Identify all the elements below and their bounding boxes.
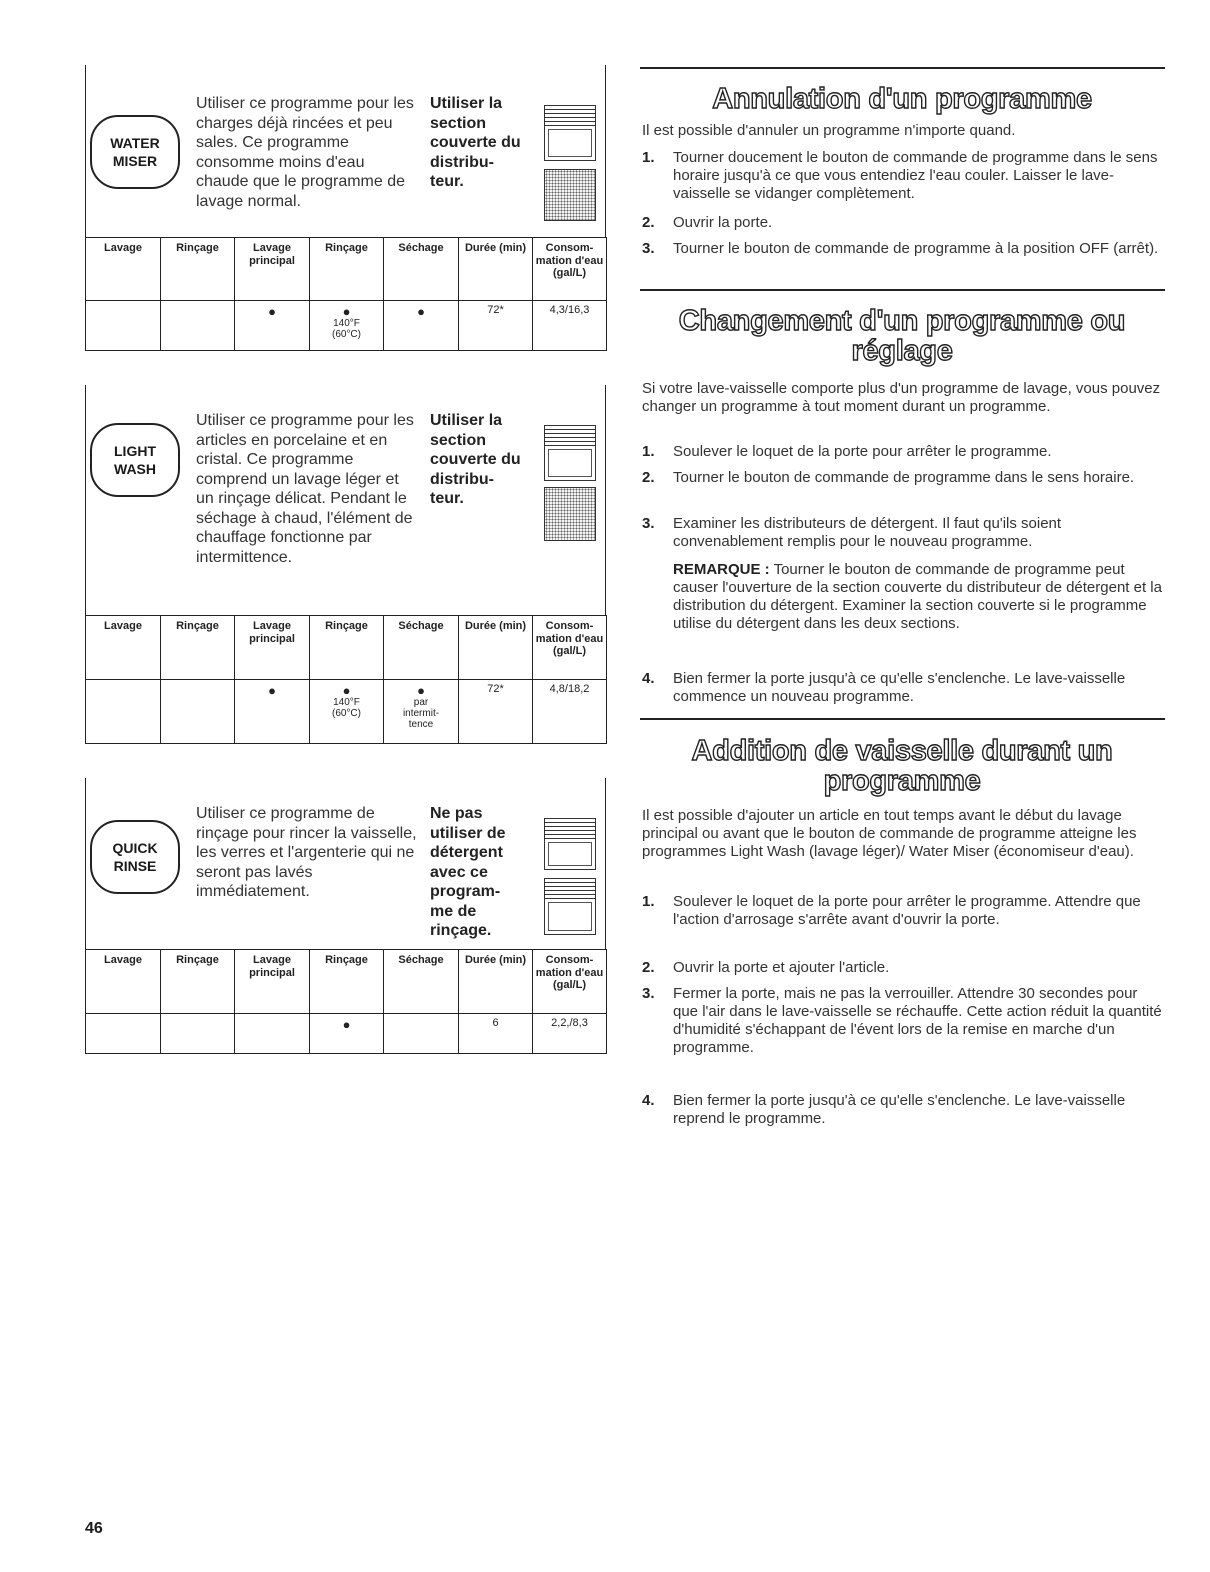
table-cell-water: [533, 301, 607, 351]
list-item: [642, 1092, 1164, 1128]
col-header-rinse: Rinçage: [310, 616, 384, 680]
water-value: 4,3/16,3: [549, 304, 590, 316]
water-value: 2,2,/8,3: [551, 1017, 588, 1029]
step-number: 1.: [642, 149, 655, 166]
section-title-cancel: Annulation d'un programme: [712, 83, 1092, 115]
list-item: [642, 443, 1164, 461]
list-item: [642, 670, 1164, 706]
col-header-rinse: Rinçage: [310, 950, 384, 1014]
cycle-table: [85, 949, 607, 1054]
dispenser-covered-icon: [544, 425, 596, 447]
step-text: Examiner les distributeurs de détergent. Il faut qu'ils soient convenablement remplis pour le nouveau programme.: [673, 515, 1062, 550]
section-divider: [640, 289, 1165, 291]
cycle-block-light-wash: [85, 385, 606, 745]
cycle-badge-water-miser: WATER MISER: [90, 115, 180, 189]
step-number: 2.: [642, 214, 655, 231]
step-dot: ●: [417, 683, 425, 698]
table-cell: [161, 301, 235, 351]
col-header-duration: Durée (min): [459, 616, 533, 680]
table-cell: [161, 1014, 235, 1054]
table-cell: [161, 680, 235, 744]
duration-value: 72*: [487, 683, 504, 695]
dispenser-cup-icon: [544, 125, 596, 161]
list-item: [642, 959, 1164, 977]
dispenser-covered-icon: [544, 818, 596, 840]
list-item: [642, 214, 1164, 232]
table-cell-water: [533, 680, 607, 744]
step-text: Bien fermer la porte jusqu'à ce qu'elle s'enclenche. Le lave-vaisselle commence un nouveau programme.: [673, 670, 1126, 705]
section-title-line: Changement d'un programme ou: [678, 305, 1126, 337]
list-item: [642, 149, 1164, 203]
table-cell: [86, 1014, 161, 1054]
section-title-line: réglage: [851, 335, 953, 367]
cycle-instruction: Utiliser la section couverte du distribu-teur.: [430, 95, 521, 190]
dispenser-open-icon: [544, 169, 596, 221]
duration-value: 72*: [487, 304, 504, 316]
table-cell-rinse: [310, 301, 384, 351]
duration-value: 6: [492, 1017, 499, 1029]
col-header-rinse: Rinçage: [161, 616, 235, 680]
table-cell-main-wash: [235, 301, 310, 351]
cycle-description: Utiliser ce programme pour les charges déjà rincées et peu sales. Ce programme consomme moins d'eau chaude que le programme de lavage normal.: [196, 95, 414, 210]
table-cell-dry: [384, 301, 459, 351]
table-cell: [86, 301, 161, 351]
col-header-dry: Séchage: [384, 616, 459, 680]
step-dot: ●: [268, 304, 276, 319]
step-text: Ouvrir la porte et ajouter l'article.: [673, 959, 890, 976]
step-dot: ●: [342, 304, 351, 319]
table-cell-rinse: [310, 680, 384, 744]
dispenser-open-icon: [544, 487, 596, 541]
table-cell-rinse: [310, 1014, 384, 1054]
rinse-temp-c: (60°C): [331, 708, 361, 719]
cycle-block-water-miser: [85, 65, 606, 351]
page-number: 46: [85, 1520, 103, 1537]
step-number: 2.: [642, 469, 655, 486]
list-item: [642, 985, 1164, 1057]
step-dot: ●: [342, 683, 351, 698]
step-number: 3.: [642, 515, 655, 532]
list-item: [642, 240, 1164, 258]
col-header-wash: Lavage: [86, 616, 161, 680]
note-label: REMARQUE :: [673, 561, 770, 578]
rinse-temp-f: 140°F: [333, 318, 360, 329]
col-header-main-wash: Lavage principal: [235, 950, 310, 1014]
list-item: [642, 469, 1164, 487]
section-divider: [640, 67, 1165, 69]
step-number: 4.: [642, 670, 655, 687]
list-item: [642, 893, 1164, 929]
col-header-main-wash: Lavage principal: [235, 238, 310, 301]
step-number: 4.: [642, 1092, 655, 1109]
dry-note: par intermit-tence: [402, 697, 440, 730]
step-text: Tourner le bouton de commande de programme à la position OFF (arrêt).: [673, 240, 1159, 257]
table-cell-duration: [459, 1014, 533, 1054]
dispenser-cup-icon: [544, 445, 596, 481]
cycle-description: Utiliser ce programme de rinçage pour rincer la vaisselle, les verres et l'argenterie qui ne seront pas lavés immédiatement.: [196, 805, 417, 900]
dispenser-cup-icon: [544, 898, 596, 935]
section-title-change: [640, 306, 1164, 366]
water-value: 4,8/18,2: [549, 683, 590, 695]
step-text: Tourner le bouton de commande de programme dans le sens horaire.: [673, 469, 1135, 486]
dispenser-covered-icon: [544, 105, 596, 127]
col-header-rinse: Rinçage: [310, 238, 384, 301]
step-dot: ●: [417, 304, 425, 319]
cycle-block-quick-rinse: [85, 778, 606, 1054]
table-cell-main-wash: [235, 1014, 310, 1054]
step-text: Bien fermer la porte jusqu'à ce qu'elle s'enclenche. Le lave-vaisselle reprend le programme.: [673, 1092, 1126, 1127]
table-cell-main-wash: [235, 680, 310, 744]
col-header-main-wash: Lavage principal: [235, 616, 310, 680]
col-header-dry: Séchage: [384, 950, 459, 1014]
step-number: 3.: [642, 240, 655, 257]
dispenser-covered-icon: [544, 878, 596, 900]
section-divider: [640, 718, 1165, 720]
col-header-duration: Durée (min): [459, 950, 533, 1014]
step-number: 2.: [642, 959, 655, 976]
cycle-badge-quick-rinse: QUICK RINSE: [90, 820, 180, 894]
section-title-add: [640, 736, 1164, 796]
col-header-wash: Lavage: [86, 238, 161, 301]
table-cell-water: [533, 1014, 607, 1054]
step-text: Soulever le loquet de la porte pour arrêter le programme. Attendre que l'action d'arrosage s'arrête avant d'ouvrir la porte.: [673, 893, 1141, 928]
section-title-line: Addition de vaisselle durant un: [691, 735, 1113, 767]
step-number: 3.: [642, 985, 655, 1002]
col-header-water: Consom-mation d'eau (gal/L): [533, 616, 607, 680]
cycle-table: [85, 237, 607, 351]
dispenser-cup-icon: [544, 838, 596, 870]
step-text: Tourner doucement le bouton de commande de programme dans le sens horaire jusqu'à ce que vous entendiez l'eau couler. Laisser le lave-vaisselle se vidanger complètement.: [673, 149, 1158, 202]
col-header-wash: Lavage: [86, 950, 161, 1014]
table-cell-dry: [384, 1014, 459, 1054]
step-number: 1.: [642, 893, 655, 910]
col-header-rinse: Rinçage: [161, 238, 235, 301]
step-number: 1.: [642, 443, 655, 460]
col-header-dry: Séchage: [384, 238, 459, 301]
rinse-temp-c: (60°C): [331, 329, 361, 340]
table-cell: [86, 680, 161, 744]
table-cell-duration: [459, 301, 533, 351]
step-dot: ●: [342, 1017, 351, 1032]
col-header-water: Consom-mation d'eau (gal/L): [533, 238, 607, 301]
section-title-line: programme: [823, 765, 981, 797]
note-paragraph: [673, 561, 1163, 633]
col-header-rinse: Rinçage: [161, 950, 235, 1014]
step-text: Fermer la porte, mais ne pas la verrouiller. Attendre 30 secondes pour que l'air dans le lave-vaisselle se réchauffe. Cette action réduit la quantité d'humidité s'échappant de l'évent lors de la remise en marche d'un programme.: [673, 985, 1162, 1056]
cycle-instruction: Utiliser la section couverte du distribu-teur.: [430, 412, 521, 507]
cycle-instruction: Ne pas utiliser de détergent avec ce program-me de rinçage.: [430, 805, 506, 939]
cycle-description: Utiliser ce programme pour les articles en porcelaine et en cristal. Ce programme comprend un lavage léger et un rinçage délicat. Pendant le séchage à chaud, l'élément de chauffage fonctionne par intermittence.: [196, 412, 414, 566]
table-cell-dry: [384, 680, 459, 744]
rinse-temp-f: 140°F: [333, 697, 360, 708]
cycle-table: [85, 615, 607, 744]
list-item: [642, 515, 1164, 551]
section-intro: Il est possible d'ajouter un article en tout temps avant le début du lavage principal ou avant que le bouton de commande de programme atteigne les programmes Light Wash (lavage léger)/ Water Miser (économiseur d'eau).: [642, 807, 1137, 860]
step-text: Soulever le loquet de la porte pour arrêter le programme.: [673, 443, 1052, 460]
section-intro: Il est possible d'annuler un programme n'importe quand.: [642, 122, 1016, 139]
cycle-badge-light-wash: LIGHT WASH: [90, 423, 180, 497]
table-cell-duration: [459, 680, 533, 744]
col-header-duration: Durée (min): [459, 238, 533, 301]
col-header-water: Consom-mation d'eau (gal/L): [533, 950, 607, 1014]
section-intro: Si votre lave-vaisselle comporte plus d'un programme de lavage, vous pouvez changer un programme à tout moment durant un programme.: [642, 380, 1161, 415]
step-dot: ●: [268, 683, 276, 698]
step-text: Ouvrir la porte.: [673, 214, 773, 231]
note-text: Tourner le bouton de commande de programme peut causer l'ouverture de la section couverte du distributeur de détergent et la distribution du détergent. Examiner la section couverte si le programme utilise du détergent dans les deux sections.: [673, 561, 1162, 632]
